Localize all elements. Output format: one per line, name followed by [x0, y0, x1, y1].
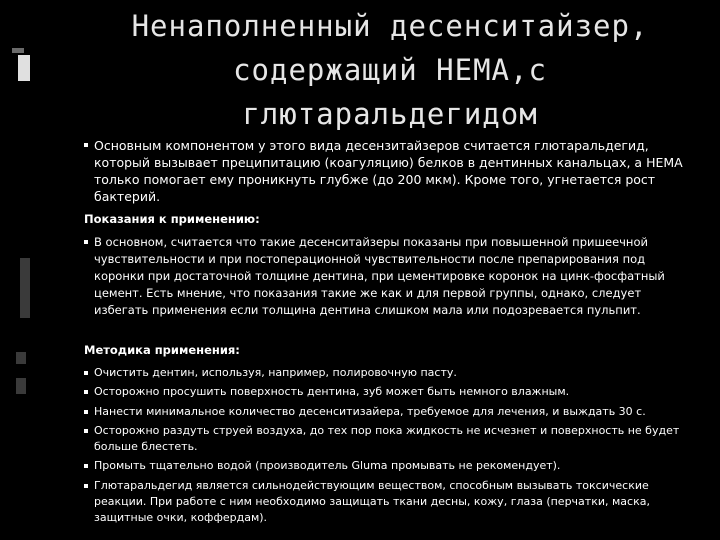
method-step [84, 423, 684, 456]
method-heading: Методика применения: [84, 343, 240, 357]
decor-bar [12, 48, 24, 53]
title-line-1: Ненаполненный десенситайзер, [131, 9, 649, 43]
bullet-icon [84, 410, 88, 414]
method-step [84, 365, 684, 381]
indications-item [84, 234, 684, 319]
intro-item [84, 137, 684, 205]
bullet-icon [84, 429, 88, 433]
method-step-text: Нанести минимальное количество десенситизайера, требуемое для лечения, и выждать 30 с. [94, 404, 646, 418]
slide-title [70, 4, 710, 136]
method-step [84, 404, 684, 420]
title-line-2: содержащий НЕМА,с [233, 53, 547, 87]
bullet-icon [84, 143, 88, 147]
method-step-text: Промыть тщательно водой (производитель Gluma промывать не рекомендует). [94, 459, 561, 473]
method-step-text: Осторожно просушить поверхность дентина, зуб может быть немного влажным. [94, 385, 570, 399]
slide-content [84, 137, 684, 530]
bullet-icon [84, 464, 88, 468]
decor-bar [16, 378, 26, 394]
bullet-icon [84, 390, 88, 394]
method-step [84, 458, 684, 474]
decor-bar [20, 258, 30, 318]
method-step-text: Осторожно раздуть струей воздуха, до тех пор пока жидкость не исчезнет и поверхность не будет больше блестеть. [94, 423, 680, 454]
bullet-icon [84, 371, 88, 375]
decor-bar [16, 352, 26, 364]
method-step [84, 384, 684, 400]
method-step [84, 478, 684, 527]
indications-text: В основном, считается что такие десенситайзеры показаны при повышенной пришеечной чувствительности и при постоперационной чувствительности после препарирования под коронки при достаточной толщине дентина, при цементировке коронок на цинк-фосфатный цемент. Есть мнение, что показания такие же как и для первой группы, однако, следует избегать применения если толщина дентина слишком мала или подозревается пульпит. [94, 235, 665, 317]
method-step-text: Глютаральдегид является сильнодействующим веществом, способным вызывать токсические реакции. При работе с ним необходимо защищать ткани десны, кожу, глаза (перчатки, маска, защитные очки, коффердам). [94, 478, 650, 525]
indications-heading: Показания к применению: [84, 212, 260, 226]
intro-text: Основным компонентом у этого вида десензитайзеров считается глютаральдегид, который вызывает преципитацию (коагуляцию) белков в дентинных канальцах, а НЕМА только помогает ему проникнуть глубже (до 200 мкм). Кроме того, угнетается рост бактерий. [94, 138, 683, 204]
bullet-icon [84, 484, 88, 488]
title-line-3: глютаральдегидом [242, 97, 538, 131]
method-step-text: Очистить дентин, используя, например, полировочную пасту. [94, 366, 457, 379]
decor-bar [18, 55, 30, 81]
bullet-icon [84, 240, 88, 244]
